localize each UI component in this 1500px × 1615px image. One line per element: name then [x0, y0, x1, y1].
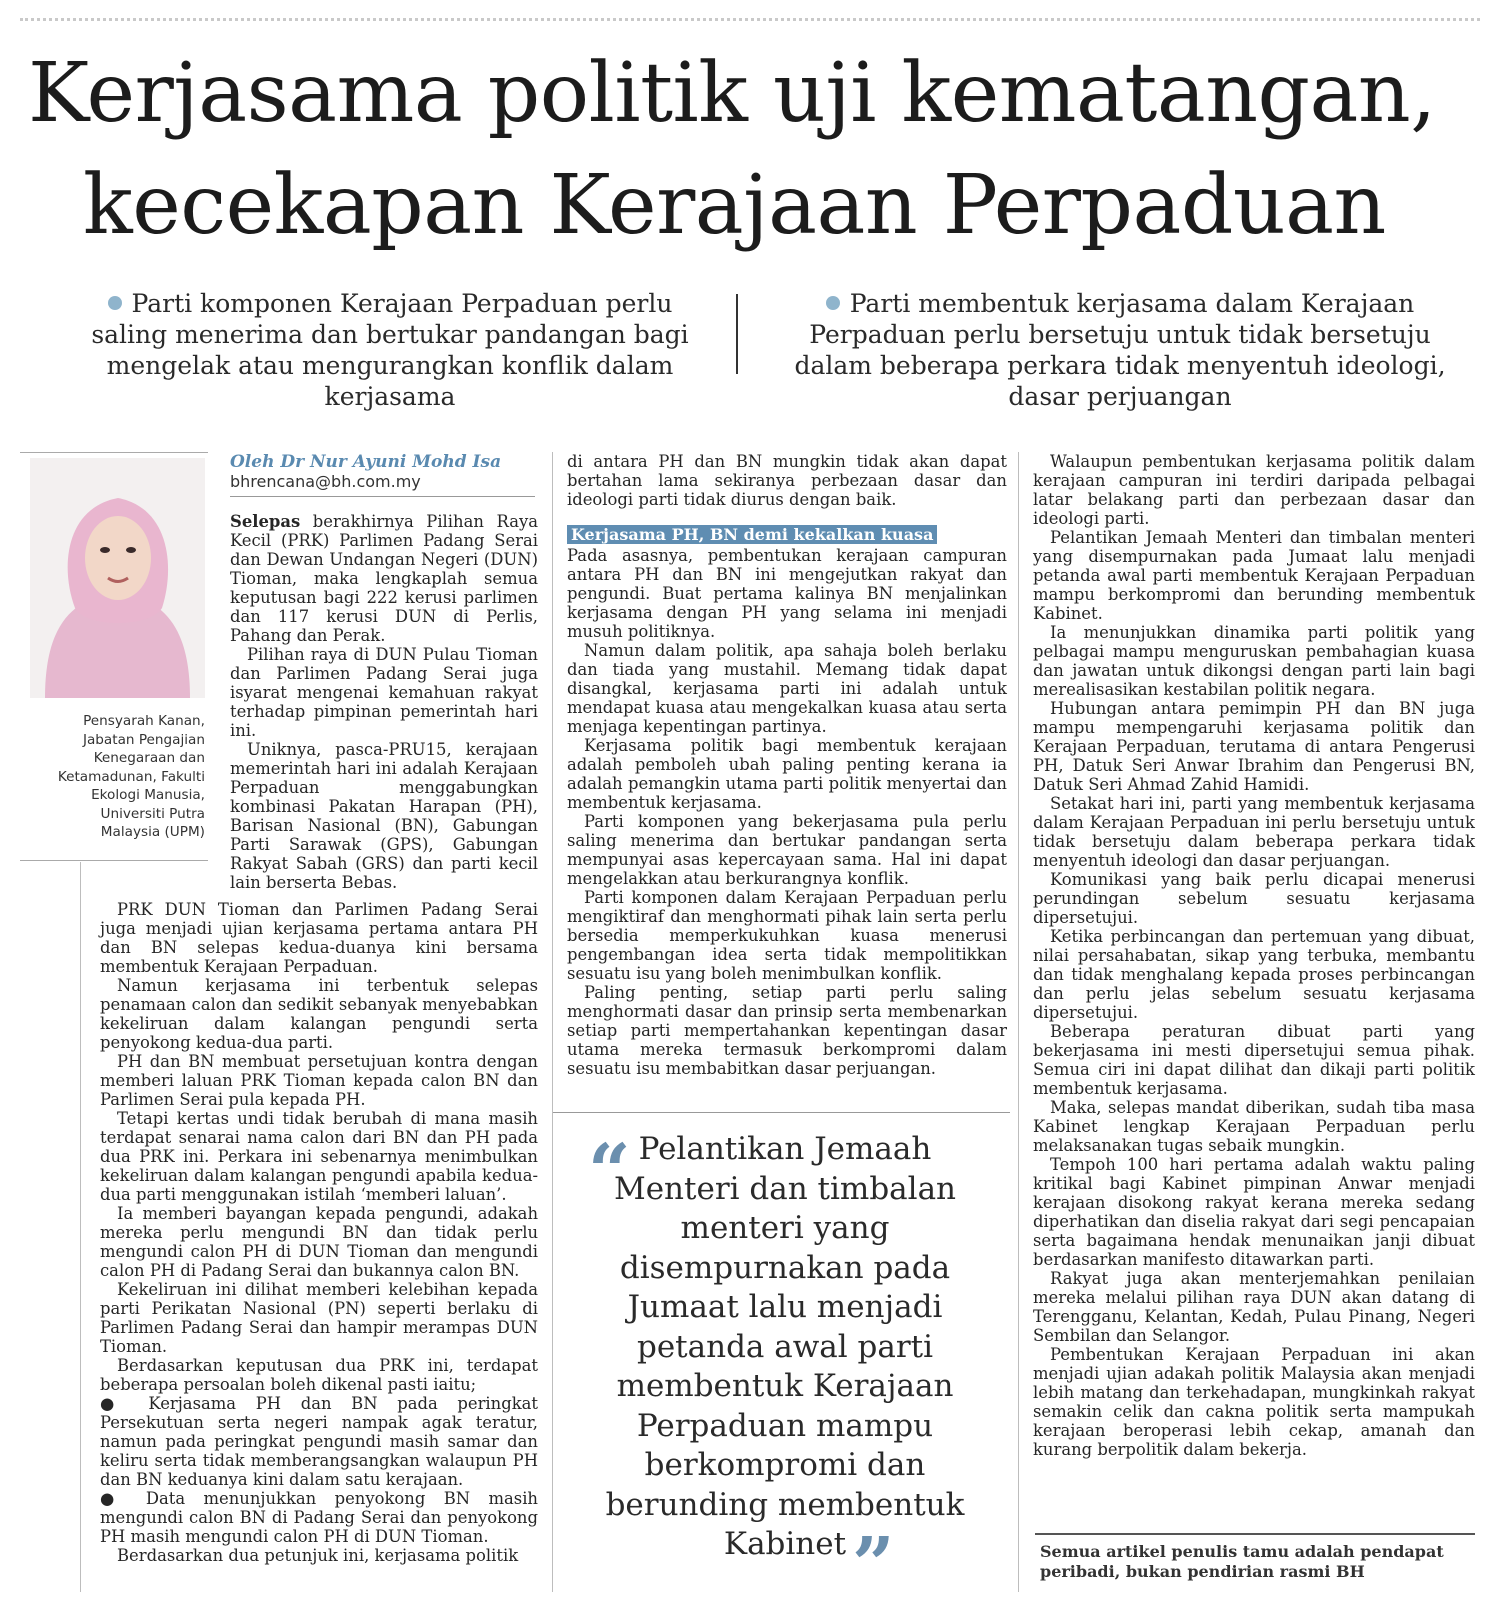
- body-paragraph: Setakat hari ini, parti yang membentuk kerjasama dalam Kerajaan Perpaduan ini perlu bersetuju untuk tidak bersetuju dalam beberapa perkara tidak menyentuh ideologi dan dasar perjuangan.: [1033, 794, 1475, 870]
- author-caption: [20, 712, 205, 842]
- body-paragraph: Walaupun pembentukan kerjasama politik dalam kerajaan campuran ini terdiri daripada pelbagai latar belakang parti dan perbezaan dasar dan ideologi parti.: [1033, 452, 1475, 528]
- body-paragraph: Parti komponen yang bekerjasama pula perlu saling menerima dan bertukar pandangan serta mempunyai asas kepercayaan sama. Hal ini dapat mengelakkan atau berkurangnya konflik.: [567, 812, 1007, 888]
- author-email[interactable]: bhrencana@bh.com.my: [230, 472, 421, 491]
- caption-line: Universiti Putra: [100, 805, 205, 822]
- bullet-paragraph: ● Data menunjukkan penyokong BN masih mengundi calon BN di Padang Serai dan penyokong PH masih mengundi calon PH di DUN Tioman.: [100, 1489, 538, 1546]
- body-paragraph: Komunikasi yang baik perlu dicapai menerusi perundingan sebelum sesuatu kerjasama dipersetujui.: [1033, 870, 1475, 927]
- bullet-dot-icon: [826, 296, 840, 310]
- caption-line: Pensyarah Kanan,: [83, 713, 205, 729]
- body-paragraph: PRK DUN Tioman dan Parlimen Padang Serai juga menjadi ujian kerjasama pertama antara PH dan BN selepas kedua-duanya kini bersama membentuk Kerajaan Perpaduan.: [100, 900, 538, 976]
- caption-line: Kenegaraan dan: [93, 750, 205, 766]
- body-paragraph: Tetapi kertas undi tidak berubah di mana masih terdapat senarai nama calon dari BN dan PH pada dua PRK ini. Perkara ini sebenarnya menimbulkan kekeliruan dalam kalangan pengundi apabila kedua-dua parti menggunakan istilah ‘memberi laluan’.: [100, 1109, 538, 1204]
- bullet-icon: ●: [100, 1489, 146, 1508]
- body-paragraph: Paling penting, setiap parti perlu saling menghormati dasar dan prinsip serta membenarkan setiap parti mempertahankan kepentingan dasar utama mereka termasuk berkompromi dalam sesuatu isu membabitkan dasar perjuangan.: [567, 983, 1007, 1078]
- body-paragraph: Selepas berakhirnya Pilihan Raya Kecil (PRK) Parlimen Padang Serai dan Dewan Undangan Negeri (DUN) Tioman, maka lengkaplah semua keputusan bagi 222 kerusi parlimen dan 117 kerusi DUN di Perlis, Pahang dan Perak.: [230, 512, 538, 645]
- summary-deck-left-text: Parti komponen Kerajaan Perpaduan perlu saling menerima dan bertukar pandangan bagi mengelak atau mengurangkan konflik dalam kerjasama: [91, 289, 689, 411]
- body-paragraph: Namun dalam politik, apa sahaja boleh berlaku dan tiada yang mustahil. Memang tidak dapat disangkal, kerjasama parti ini adalah untuk mendapat kuasa atau mengekalkan kuasa atau serta menjaga kepentingan partinya.: [567, 641, 1007, 736]
- headline: [28, 38, 1478, 262]
- column-1-top: [230, 512, 538, 892]
- top-dotted-rule: [20, 18, 1480, 21]
- body-paragraph: Ketika perbincangan dan pertemuan yang dibuat, nilai persahabatan, sikap yang terbuka, membantu dan tidak menghalang kepada proses perbincangan dan perlu jelas sebelum sesuatu kerjasama dipersetujui.: [1033, 927, 1475, 1022]
- pullquote: Pelantikan Jemaah Menteri dan timbalan menteri yang disempurnakan pada Jumaat lalu menjadi petanda awal parti membentuk Kerajaan Perpaduan mampu berkompromi dan berunding membentuk Kabinet: [605, 1131, 965, 1562]
- column-3: [1033, 452, 1475, 1459]
- body-paragraph: Tempoh 100 hari pertama adalah waktu paling kritikal bagi Kabinet pimpinan Anwar menjadi kerajaan disokong rakyat kerana mereka sedang diperhatikan dan diselia rakyat dari segi pencapaian serta bagaimana hendak menunaikan janji dibuat berdasarkan manifesto ditawarkan parti.: [1033, 1155, 1475, 1269]
- body-paragraph: Namun kerjasama ini terbentuk selepas penamaan calon dan sedikit sebanyak menyebabkan kekeliruan dalam kalangan pengundi serta penyokong kedua-dua parti.: [100, 976, 538, 1052]
- body-paragraph: Ia memberi bayangan kepada pengundi, adakah mereka perlu mengundi BN dan tidak perlu mengundi calon PH di DUN Tioman dan mengundi calon PH di Padang Serai dan bukannya calon BN.: [100, 1204, 538, 1280]
- close-quote-icon: ”: [852, 1522, 895, 1608]
- column-rule: [80, 862, 81, 1592]
- byline-rule: [230, 496, 535, 497]
- column-1-bottom: [100, 900, 538, 1565]
- body-paragraph: Pelantikan Jemaah Menteri dan timbalan menteri yang disempurnakan pada Jumaat lalu menjadi petanda awal parti membentuk Kerajaan Perpaduan mampu berkompromi dan berunding membentuk Kabinet.: [1033, 528, 1475, 623]
- body-paragraph: PH dan BN membuat persetujuan kontra dengan memberi laluan PRK Tioman kepada calon BN dan Parlimen Serai pula kepada PH.: [100, 1052, 538, 1109]
- column-2: [567, 452, 1007, 1078]
- author-byline: Oleh Dr Nur Ayuni Mohd Isa: [230, 452, 502, 472]
- body-paragraph: Kerjasama politik bagi membentuk kerajaan adalah pemboleh ubah paling penting kerana ia adalah pemangkin utama parti politik menyertai dan membentuk kerjasama.: [567, 736, 1007, 812]
- caption-line: Jabatan Pengajian: [82, 731, 205, 748]
- bullet-paragraph: ● Kerjasama PH dan BN pada peringkat Persekutuan serta negeri nampak agak teratur, namun pada peringkat pengundi masih samar dan keliru serta tidak memberangsangkan walaupun PH dan BN keduanya kini dalam satu kerajaan.: [100, 1394, 538, 1489]
- bullet-dot-icon: [108, 296, 122, 310]
- caption-line: Malaysia (UPM): [100, 824, 205, 840]
- subhead: Kerjasama PH, BN demi kekalkan kuasa: [567, 525, 937, 544]
- body-paragraph: Maka, selepas mandat diberikan, sudah tiba masa Kabinet lengkap Kerajaan Perpaduan perlu melaksanakan tugas sebaik mungkin.: [1033, 1098, 1475, 1155]
- summary-deck-right: [770, 288, 1470, 412]
- caption-line: Ketamadunan, Fakulti: [57, 768, 205, 785]
- body-paragraph: Beberapa peraturan dibuat parti yang bekerjasama ini mesti dipersetujui semua pihak. Semua ciri ini dapat dilihat dan dikaji parti politik membentuk kerjasama.: [1033, 1022, 1475, 1098]
- footnote-rule: [1035, 1533, 1475, 1535]
- body-paragraph: Berdasarkan dua petunjuk ini, kerjasama politik: [117, 1546, 519, 1565]
- disclaimer-footnote: Semua artikel penulis tamu adalah pendapat peribadi, bukan pendirian rasmi BH: [1040, 1542, 1444, 1581]
- body-paragraph: Rakyat juga akan menterjemahkan penilaian mereka melalui pilihan raya DUN akan datang di Terengganu, Kelantan, Kedah, Pulau Pinang, Negeri Sembilan dan Selangor.: [1033, 1269, 1475, 1345]
- subhead-line: [567, 521, 1007, 546]
- body-paragraph: Kekeliruan ini dilihat memberi kelebihan kepada parti Perikatan Nasional (PN) seperti berlaku di Parlimen Padang Serai dan hampir merampas DUN Tioman.: [100, 1280, 538, 1356]
- body-paragraph: Pembentukan Kerajaan Perpaduan ini akan menjadi ujian adakah politik Malaysia akan menjadi lebih matang dan terkehadapan, mungkinkah rakyat semakin celik dan cakna politik serta mampukah kerajaan beroperasi lebih cekap, amanah dan kurang berpolitik dalam bekerja.: [1033, 1345, 1475, 1459]
- lead-word: Selepas: [230, 512, 301, 531]
- body-paragraph: Berdasarkan keputusan dua PRK ini, terdapat beberapa persoalan boleh dikenal pasti iaitu;: [100, 1356, 538, 1394]
- author-portrait-icon: [30, 458, 205, 698]
- deck-divider: [736, 294, 738, 374]
- summary-decks: [0, 288, 1500, 411]
- body-paragraph: Hubungan antara pemimpin PH dan BN juga mampu mempengaruhi kerjasama politik dan Kerajaan Perpaduan, terutama di antara Pengerusi PH, Datuk Seri Anwar Ibrahim dan Pengerusi BN, Datuk Seri Ahmad Zahid Hamidi.: [1033, 699, 1475, 794]
- column-rule: [552, 452, 553, 1592]
- headline-line-1: Kerjasama politik uji kematangan,: [28, 46, 1436, 141]
- body-paragraph: Parti komponen dalam Kerajaan Perpaduan perlu mengiktiraf dan menghormati pihak lain serta perlu bersedia memperkukuhkan kuasa menerusi pengembangan idea serta tidak mempolitikkan sesuatu isu yang boleh menimbulkan konflik.: [567, 888, 1007, 983]
- bullet-icon: ●: [100, 1394, 149, 1413]
- pullquote-rule: [553, 1112, 1010, 1113]
- column-rule: [1018, 452, 1019, 1592]
- body-paragraph: Ia menunjukkan dinamika parti politik yang pelbagai mampu menguruskan pembahagian kuasa dan jawatan untuk dikongsi dengan parti lain bagi merealisasikan kestabilan politik negara.: [1033, 623, 1475, 699]
- body-paragraph: di antara PH dan BN mungkin tidak akan dapat bertahan lama sekiranya perbezaan dasar dan ideologi parti tidak diurus dengan baik.: [567, 452, 1007, 509]
- summary-deck-left: [80, 288, 700, 412]
- body-paragraph: Uniknya, pasca-PRU15, kerajaan memerintah hari ini adalah Kerajaan Perpaduan menggabungkan kombinasi Pakatan Harapan (PH), Barisan Nasional (BN), Gabungan Parti Sarawak (GPS), Gabungan Rakyat Sabah (GRS) dan parti kecil lain berserta Bebas.: [230, 740, 538, 892]
- photo-top-rule: [20, 452, 208, 453]
- body-paragraph: Pada asasnya, pembentukan kerajaan campuran antara PH dan BN ini mengejutkan rakyat dan pengundi. Buat pertama kalinya BN menjalinkan kerjasama dengan PH yang selama ini menjadi musuh politiknya.: [567, 546, 1007, 641]
- caption-line: Ekologi Manusia,: [91, 787, 205, 803]
- author-photo: [30, 458, 205, 698]
- summary-deck-right-text: Parti membentuk kerjasama dalam Kerajaan Perpaduan perlu bersetuju untuk tidak bersetuju dalam beberapa perkara tidak menyentuh ideologi, dasar perjuangan: [794, 289, 1446, 411]
- body-paragraph: Pilihan raya di DUN Pulau Tioman dan Parlimen Padang Serai juga isyarat mengenai kemahuan rakyat terhadap pimpinan pemerintah hari ini.: [230, 645, 538, 740]
- open-quote-icon: “: [588, 1129, 631, 1215]
- headline-line-2: kecekapan Kerajaan Perpaduan: [83, 158, 1386, 253]
